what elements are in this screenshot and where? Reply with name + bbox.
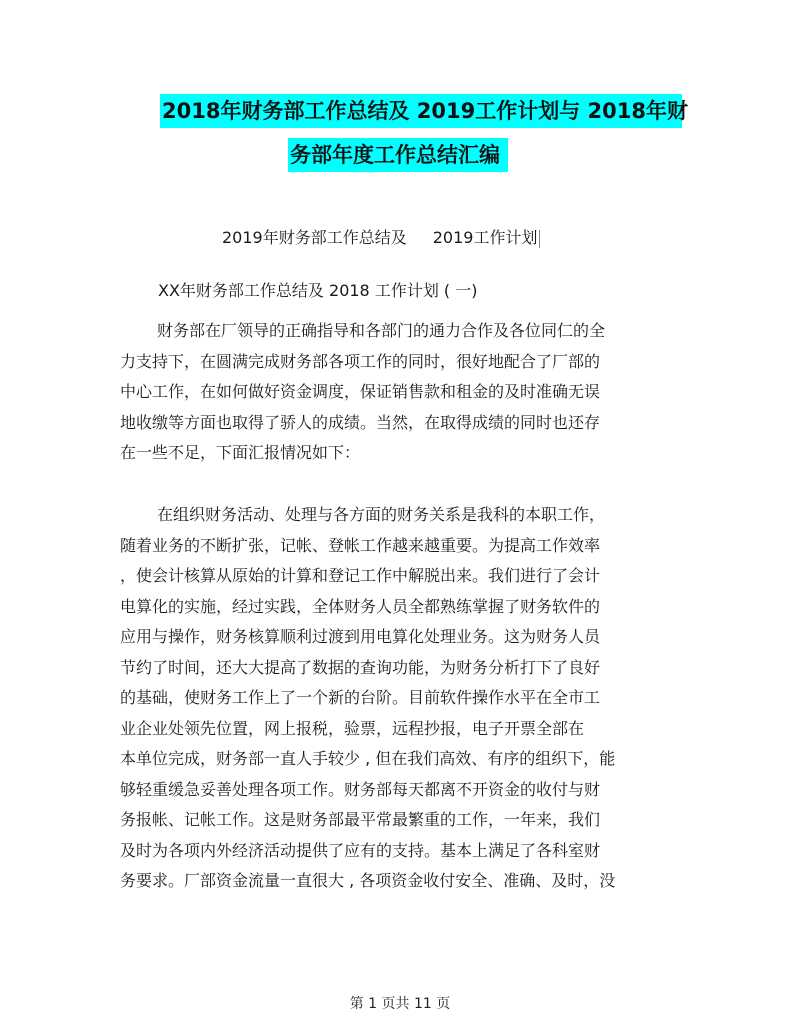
subtitle-part-2: 2019工作计划 [432,228,538,247]
paragraph-line: 在一些不足，下面汇报情况如下： [120,443,361,462]
document-title-line-2: 务部年度工作总结汇编 [288,138,508,172]
paragraph-line: 业企业处领先位置，网上报税，验票，远程抄报，电子开票全部在 [120,718,585,738]
paragraph-line: 财务部在厂领导的正确指导和各部门的通力合作及各位同仁的全 [157,321,606,340]
paragraph-line: 及时为各项内外经济活动提供了应有的支持。基本上满足了各科室财 [120,840,601,860]
paragraph-1 [120,316,660,469]
paragraph-line: 本单位完成，财务部一直人手较少 , 但在我们高效、有序的组织下，能 [120,749,616,768]
paragraph-line: 务要求。厂部资金流量一直很大 , 各项资金收付安全、准确、及时，没 [120,871,616,890]
section-heading: XX年财务部工作总结及 2018 工作计划 ( 一) [158,281,478,300]
paragraph-line: 中心工作，在如何做好资金调度，保证销售款和租金的及时准确无误 [120,382,601,401]
subtitle-part-1: 2019年财务部工作总结及 [222,228,407,247]
paragraph-line: 地收缴等方面也取得了骄人的成绩。当然，在取得成绩的同时也还存 [120,412,601,432]
page-footer: 第 1 页共 11 页 [349,996,451,1012]
paragraph-line: 够轻重缓急妥善处理各项工作。财务部每天都离不开资金的收付与财 [120,779,601,799]
paragraph-line: ，使会计核算从原始的计算和登记工作中解脱出来。我们进行了会计 [120,566,601,585]
paragraph-line: 在组织财务活动、处理与各方面的财务关系是我科的本职工作， [157,505,606,524]
text-cursor-mark [539,230,540,248]
paragraph-line: 电算化的实施，经过实践，全体财务人员全都熟练掌握了财务软件的 [120,596,601,616]
paragraph-line: 的基础，使财务工作上了一个新的台阶。目前软件操作水平在全市工 [120,688,601,707]
paragraph-line: 节约了时间，还大大提高了数据的查询功能，为财务分析打下了良好 [120,657,601,677]
paragraph-line: 随着业务的不断扩张，记帐、登帐工作越来越重要。为提高工作效率 [120,535,601,555]
paragraph-2 [120,500,660,897]
paragraph-line: 应用与操作，财务核算顺利过渡到用电算化处理业务。这为财务人员 [120,627,601,646]
document-title-line-1: 2018年财务部工作总结及 2019工作计划与 2018年财 [160,94,682,128]
paragraph-line: 务报帐、记帐工作。这是财务部最平常最繁重的工作，一年来，我们 [120,810,601,829]
paragraph-line: 力支持下，在圆满完成财务部各项工作的同时，很好地配合了厂部的 [120,351,601,371]
document-subtitle [222,226,540,250]
